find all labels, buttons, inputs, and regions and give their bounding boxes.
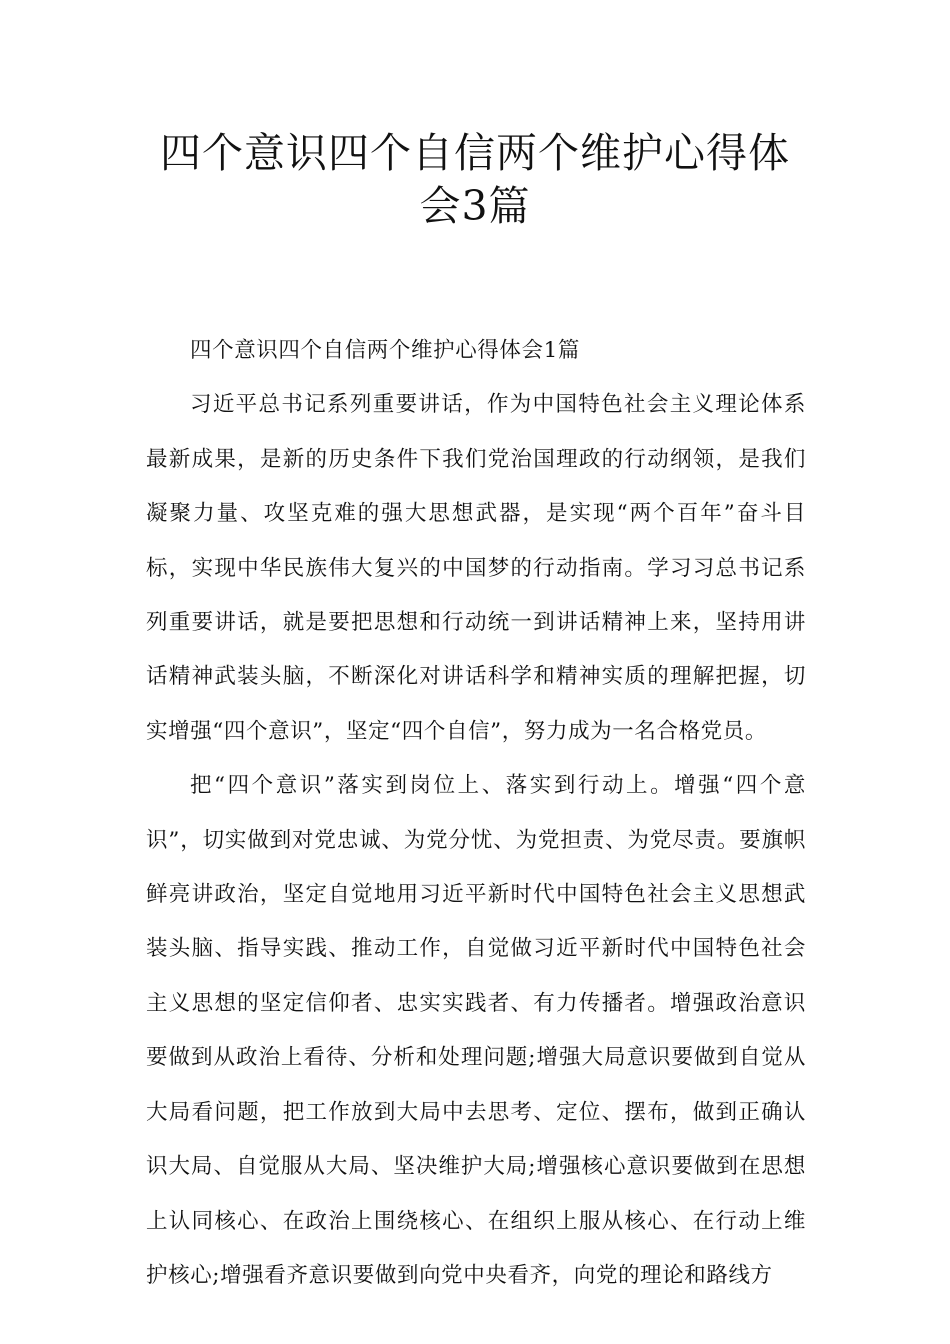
body-paragraph-2: 把“四个意识”落实到岗位上、落实到行动上。增强“四个意识”，切实做到对党忠诚、为党分忧、为党担责、为党尽责。要旗帜鲜亮讲政治，坚定自觉地用习近平新时代中国特色社会主义思想武装头脑、指导实践、推动工作，自觉做习近平新时代中国特色社会主义思想的坚定信仰者、忠实实践者、有力传播者。增强政治意识要做到从政治上看待、分析和处理问题;增强大局意识要做到自觉从大局看问题，把工作放到大局中去思考、定位、摆布，做到正确认识大局、自觉服从大局、坚决维护大局;增强核心意识要做到在思想上认同核心、在政治上围绕核心、在组织上服从核心、在行动上维护核心;增强看齐意识要做到向党中央看齐，向党的理论和路线方 — [146, 773, 806, 1288]
body-paragraph-1: 习近平总书记系列重要讲话，作为中国特色社会主义理论体系最新成果，是新的历史条件下我们党治国理政的行动纲领，是我们凝聚力量、攻坚克难的强大思想武器，是实现“两个百年”奋斗目标，实现中华民族伟大复兴的中国梦的行动指南。学习习总书记系列重要讲话，就是要把思想和行动统一到讲话精神上来，坚持用讲话精神武装头脑，不断深化对讲话科学和精神实质的理解把握，切实增强“四个意识”，坚定“四个自信”，努力成为一名合格党员。 — [146, 392, 806, 744]
document-body — [146, 324, 806, 1303]
section-heading: 四个意识四个自信两个维护心得体会1篇 — [190, 338, 580, 363]
document-title: 四个意识四个自信两个维护心得体会3篇 — [160, 129, 790, 230]
